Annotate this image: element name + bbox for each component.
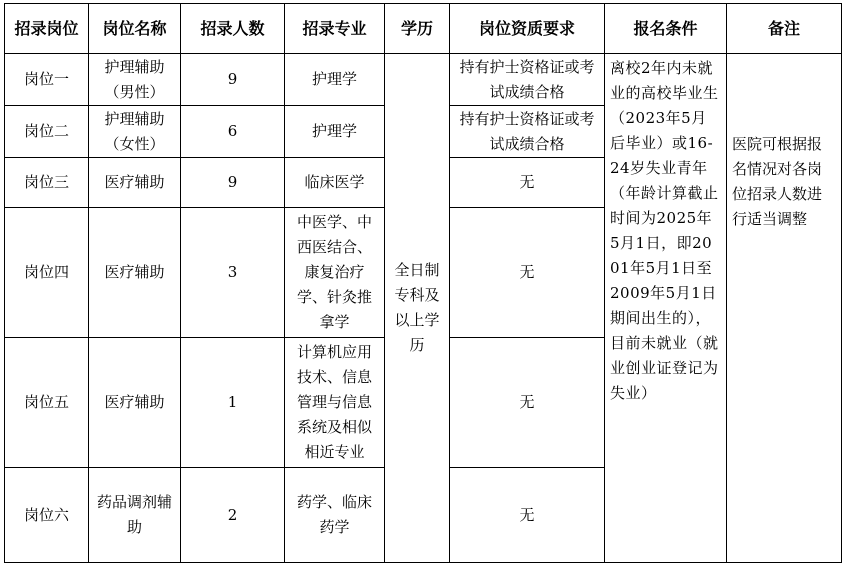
qualification-cell: 无 [450, 338, 605, 468]
qualification-cell: 持有护士资格证或考试成绩合格 [450, 106, 605, 158]
education-cell: 全日制专科及以上学历 [385, 54, 450, 563]
post-name-cell: 药品调剂辅助 [89, 468, 181, 563]
qualification-cell: 持有护士资格证或考试成绩合格 [450, 54, 605, 106]
post-cell: 岗位六 [5, 468, 89, 563]
major-cell: 临床医学 [285, 158, 385, 208]
recruitment-table [4, 3, 842, 563]
major-cell: 护理学 [285, 106, 385, 158]
header-conditions: 报名条件 [605, 4, 727, 54]
post-name-cell: 医疗辅助 [89, 158, 181, 208]
count-cell: 9 [181, 158, 285, 208]
major-cell: 计算机应用技术、信息管理与信息系统及相似相近专业 [285, 338, 385, 468]
qualification-cell: 无 [450, 158, 605, 208]
count-cell: 1 [181, 338, 285, 468]
remark-cell: 医院可根据报名情况对各岗位招录人数进行适当调整 [727, 54, 842, 563]
header-education: 学历 [385, 4, 450, 54]
count-cell: 2 [181, 468, 285, 563]
post-cell: 岗位一 [5, 54, 89, 106]
header-qualification: 岗位资质要求 [450, 4, 605, 54]
post-cell: 岗位四 [5, 208, 89, 338]
count-cell: 9 [181, 54, 285, 106]
post-name-cell: 医疗辅助 [89, 208, 181, 338]
major-cell: 中医学、中西医结合、康复治疗学、针灸推拿学 [285, 208, 385, 338]
major-cell: 护理学 [285, 54, 385, 106]
post-name-cell: 护理辅助（女性） [89, 106, 181, 158]
qualification-cell: 无 [450, 468, 605, 563]
post-name-cell: 护理辅助（男性） [89, 54, 181, 106]
header-major: 招录专业 [285, 4, 385, 54]
header-post: 招录岗位 [5, 4, 89, 54]
conditions-cell: 离校2年内未就业的高校毕业生（2023年5月后毕业）或16-24岁失业青年（年龄计算截止时间为2025年5月1日，即2001年5月1日至2009年5月1日期间出生的），目前未就业（就业创业证登记为失业） [605, 54, 727, 563]
post-cell: 岗位三 [5, 158, 89, 208]
header-count: 招录人数 [181, 4, 285, 54]
post-name-cell: 医疗辅助 [89, 338, 181, 468]
header-row [5, 4, 842, 54]
count-cell: 6 [181, 106, 285, 158]
qualification-cell: 无 [450, 208, 605, 338]
post-cell: 岗位五 [5, 338, 89, 468]
post-cell: 岗位二 [5, 106, 89, 158]
header-name: 岗位名称 [89, 4, 181, 54]
major-cell: 药学、临床药学 [285, 468, 385, 563]
table-row [5, 54, 842, 106]
header-remark: 备注 [727, 4, 842, 54]
count-cell: 3 [181, 208, 285, 338]
